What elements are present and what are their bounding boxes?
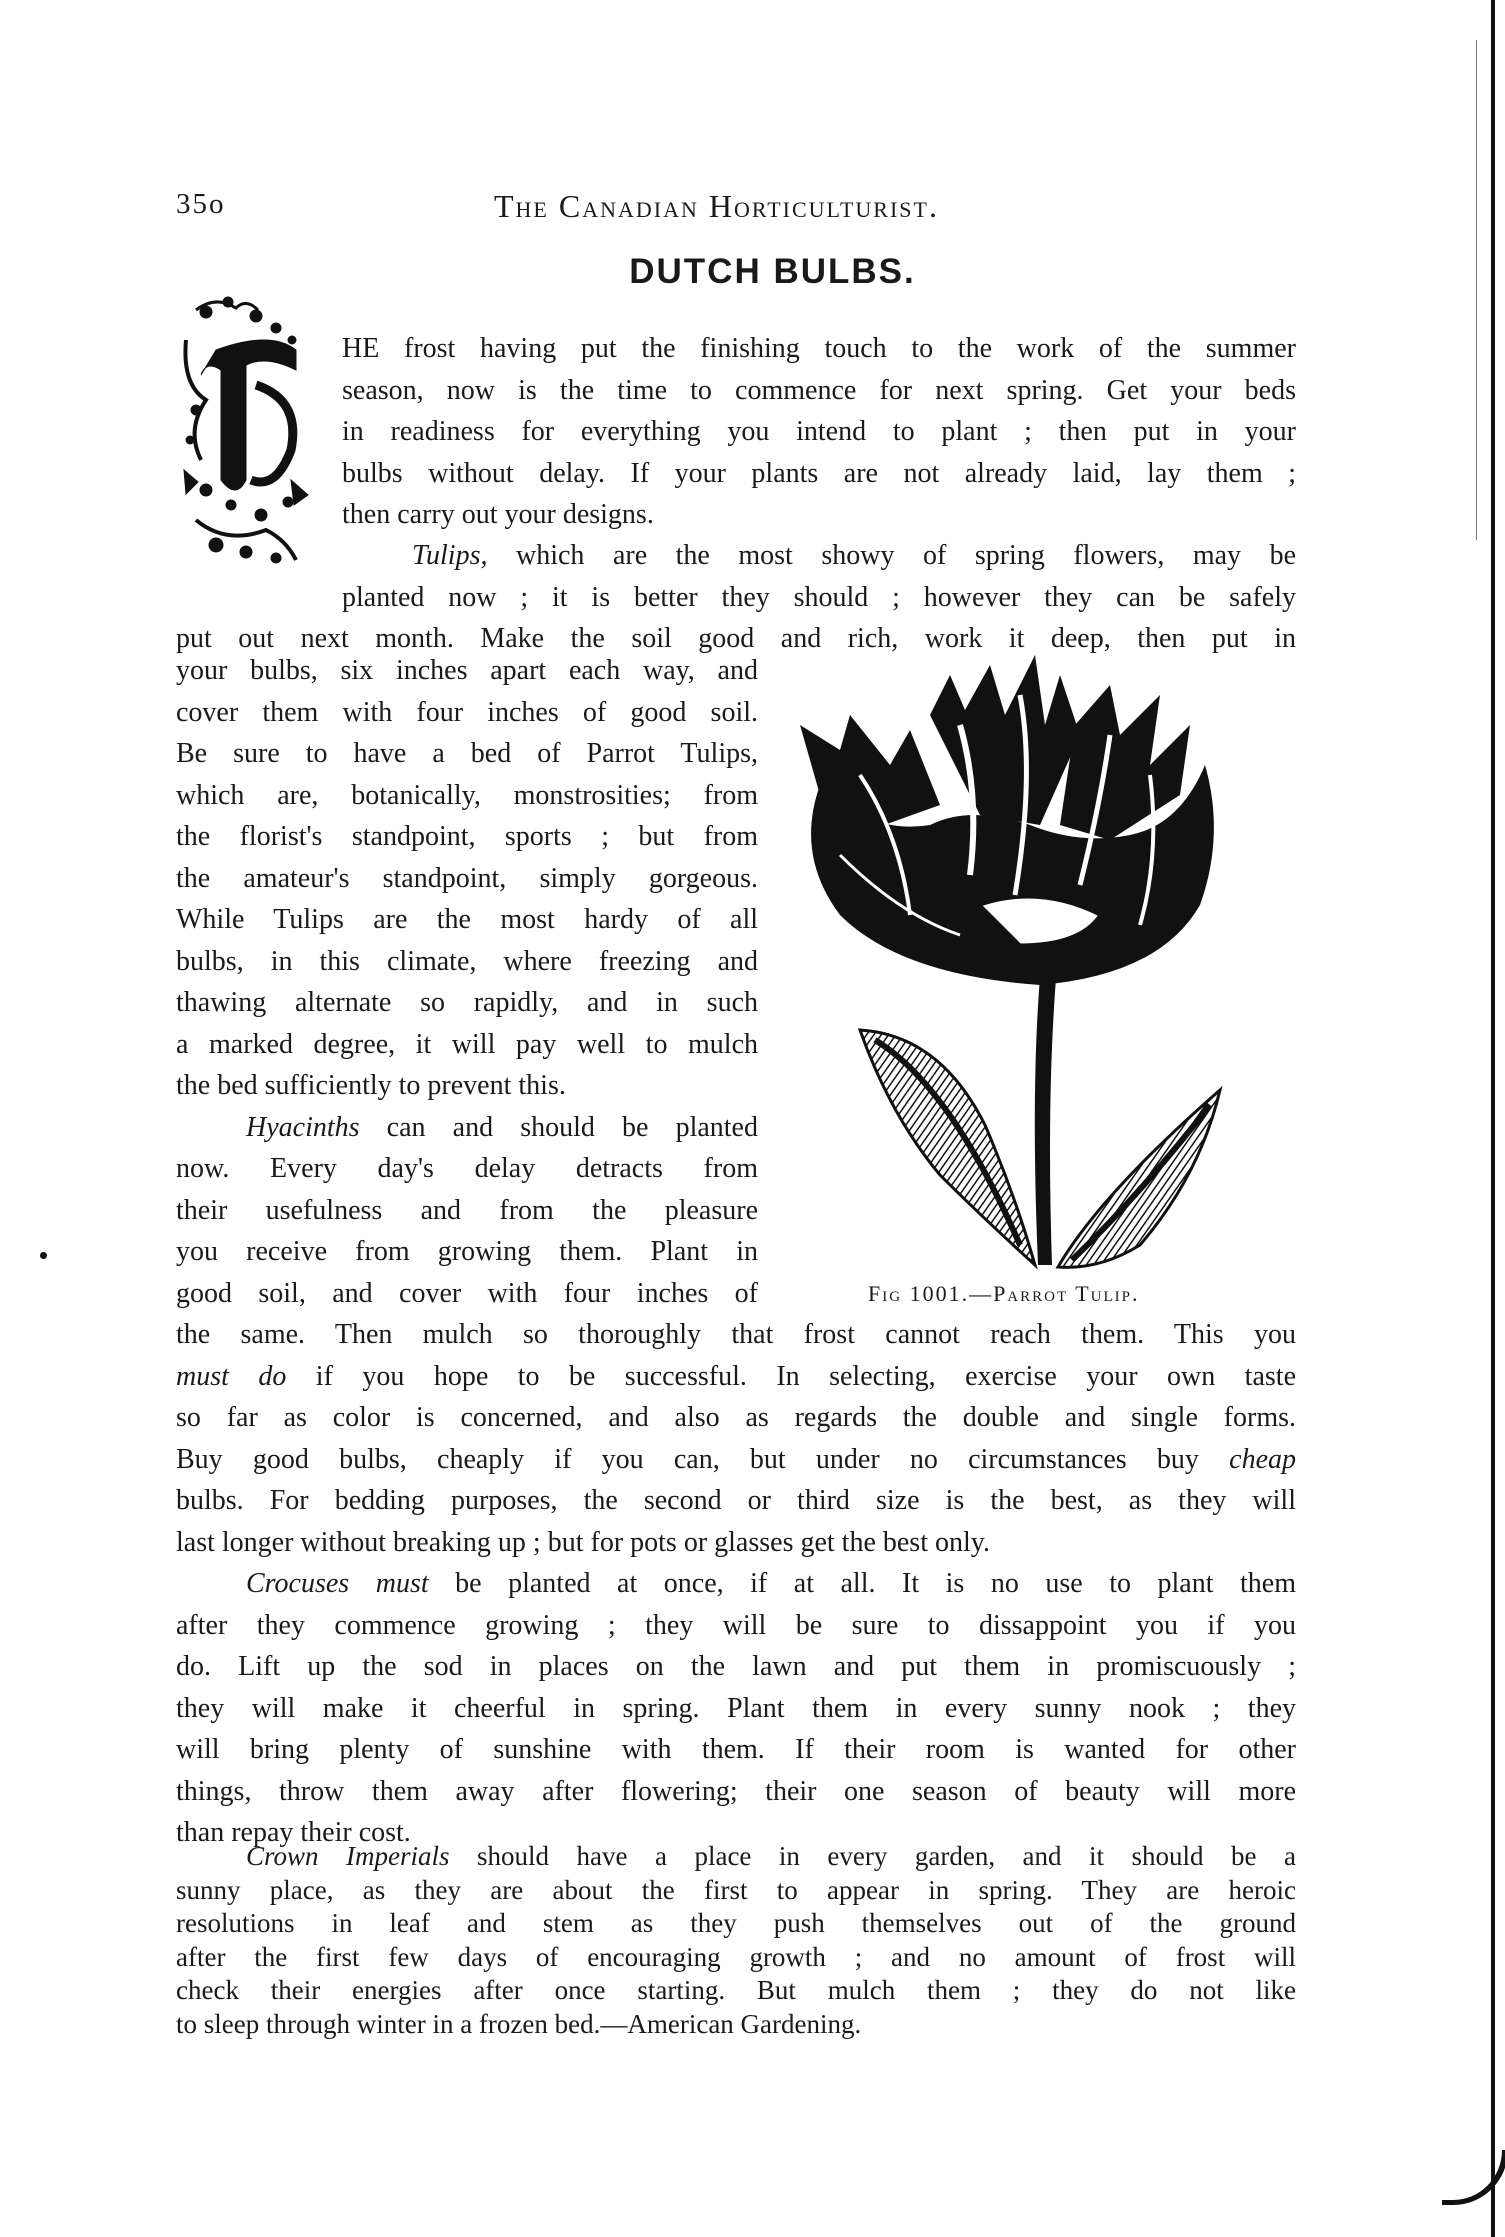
emphasis-cheap: cheap [1229,1443,1296,1475]
text-line: the florist's standpoint, sports ; but from [176,821,758,852]
page-edge-line [1491,0,1495,2237]
text-line: HE frost having put the finishing touch to the work of the summer [342,333,1296,364]
ornamental-dropcap-icon [176,290,314,575]
text-line: bulbs. For bedding purposes, the second or third size is the best, as they will [176,1485,1296,1516]
text-fragment: Buy good bulbs, cheaply if you can, but under no circumstances buy [176,1443,1230,1475]
text-line: put out next month. Make the soil good and rich, work it deep, then put in [176,623,1296,654]
text-line: then carry out your designs. [342,499,654,530]
text-line: last longer without breaking up ; but for pots or glasses get the best only. [176,1526,990,1558]
text-fragment: which are the most showy of spring flowers, may be [487,540,1296,571]
column-paragraph [176,650,758,1314]
selection-paragraph [176,1314,1296,1854]
text-line: season, now is the time to commence for next spring. Get your beds [342,374,1296,406]
text-line: the same. Then mulch so thoroughly that frost cannot reach them. This you [176,1319,1296,1350]
text-fragment [349,1568,376,1599]
text-line: thawing alternate so rapidly, and in such [176,987,758,1018]
text-fragment: should have a place in every garden, and it should be a [449,1841,1296,1871]
text-line: than repay their cost. [176,1817,411,1848]
text-line: their usefulness and from the pleasure [176,1194,758,1226]
text-line: after the first few days of encouraging growth ; and no amount of frost will [176,1941,1296,1972]
text-line: do. Lift up the sod in places on the lawn and put them in promiscuously ; [176,1651,1296,1682]
text-line: the amateur's standpoint, simply gorgeous. [176,862,758,894]
text-line [176,1439,1296,1481]
text-line: your bulbs, six inches apart each way, and [176,655,758,686]
text-line: resolutions in leaf and stem as they push themselves out of the ground [176,1908,1296,1938]
text-line: cover them with four inches of good soil. [176,696,758,728]
text-fragment: if you hope to be successful. In selecting, exercise your own taste [286,1360,1296,1392]
text-line: bulbs, in this climate, where freezing and [176,945,758,977]
tulips-paragraph [176,535,1296,660]
text-line: they will make it cheerful in spring. Plant them in every sunny nook ; they [176,1692,1296,1724]
emphasis-hyacinths: Hyacinths [246,1111,360,1143]
emphasis-must: must [375,1568,429,1599]
text-line: the bed sufficiently to prevent this. [176,1070,566,1101]
emphasis-crown-imperials: Crown Imperials [246,1841,450,1871]
text-line: a marked degree, it will pay well to mulch [176,1028,758,1060]
text-line [176,1563,1296,1605]
text-line: While Tulips are the most hardy of all [176,904,758,935]
figure-caption: Fig 1001.—Parrot Tulip. [868,1281,1140,1306]
emphasis-crocuses: Crocuses [246,1568,350,1599]
parrot-tulip-illustration [780,655,1250,1275]
page-number: 35o [176,188,226,220]
text-line: to sleep through winter in a frozen bed.—American Gardening. [176,2008,862,2039]
text-line [176,535,1296,577]
crown-imperials-paragraph [176,1840,1296,2041]
text-line [176,1356,1296,1398]
text-line: now. Every day's delay detracts from [176,1153,758,1184]
emphasis-must-do: must do [176,1360,287,1392]
text-line [176,1840,1296,1874]
text-line: after they commence growing ; they will be sure to dissappoint you if you [176,1609,1296,1641]
text-fragment: can and should be planted [359,1111,758,1143]
text-line: which are, botanically, monstrosities; from [176,779,758,811]
text-line [176,1107,758,1149]
text-line: you receive from growing them. Plant in [176,1236,758,1267]
text-line: sunny place, as they are about the first to appear in spring. They are heroic [176,1874,1296,1905]
text-line: will bring plenty of sunshine with them. If their room is wanted for other [176,1734,1296,1765]
running-header [176,188,1306,232]
emphasis-tulips: Tulips, [412,540,488,571]
text-line: planted now ; it is better they should ; however they can be safely [342,581,1296,613]
text-line: Be sure to have a bed of Parrot Tulips, [176,738,758,769]
text-line: so far as color is concerned, and also as regards the double and single forms. [176,1402,1296,1433]
text-line: things, throw them away after flowering; their one season of beauty will more [176,1775,1296,1807]
article-title: DUTCH BULBS. [629,252,916,291]
running-title: The Canadian Horticulturist. [494,188,939,224]
text-line: in readiness for everything you intend to plant ; then put in your [342,416,1296,447]
text-line: good soil, and cover with four inches of [176,1277,758,1309]
text-line: check their energies after once starting. But mulch them ; they do not like [176,1975,1296,2005]
text-fragment: be planted at once, if at all. It is no use to plant them [428,1568,1296,1599]
intro-paragraph [342,328,1296,536]
stray-ink-dot [40,1252,47,1259]
page-edge-curl [1442,2150,1505,2205]
text-line: bulbs without delay. If your plants are not already laid, lay them ; [342,457,1296,489]
